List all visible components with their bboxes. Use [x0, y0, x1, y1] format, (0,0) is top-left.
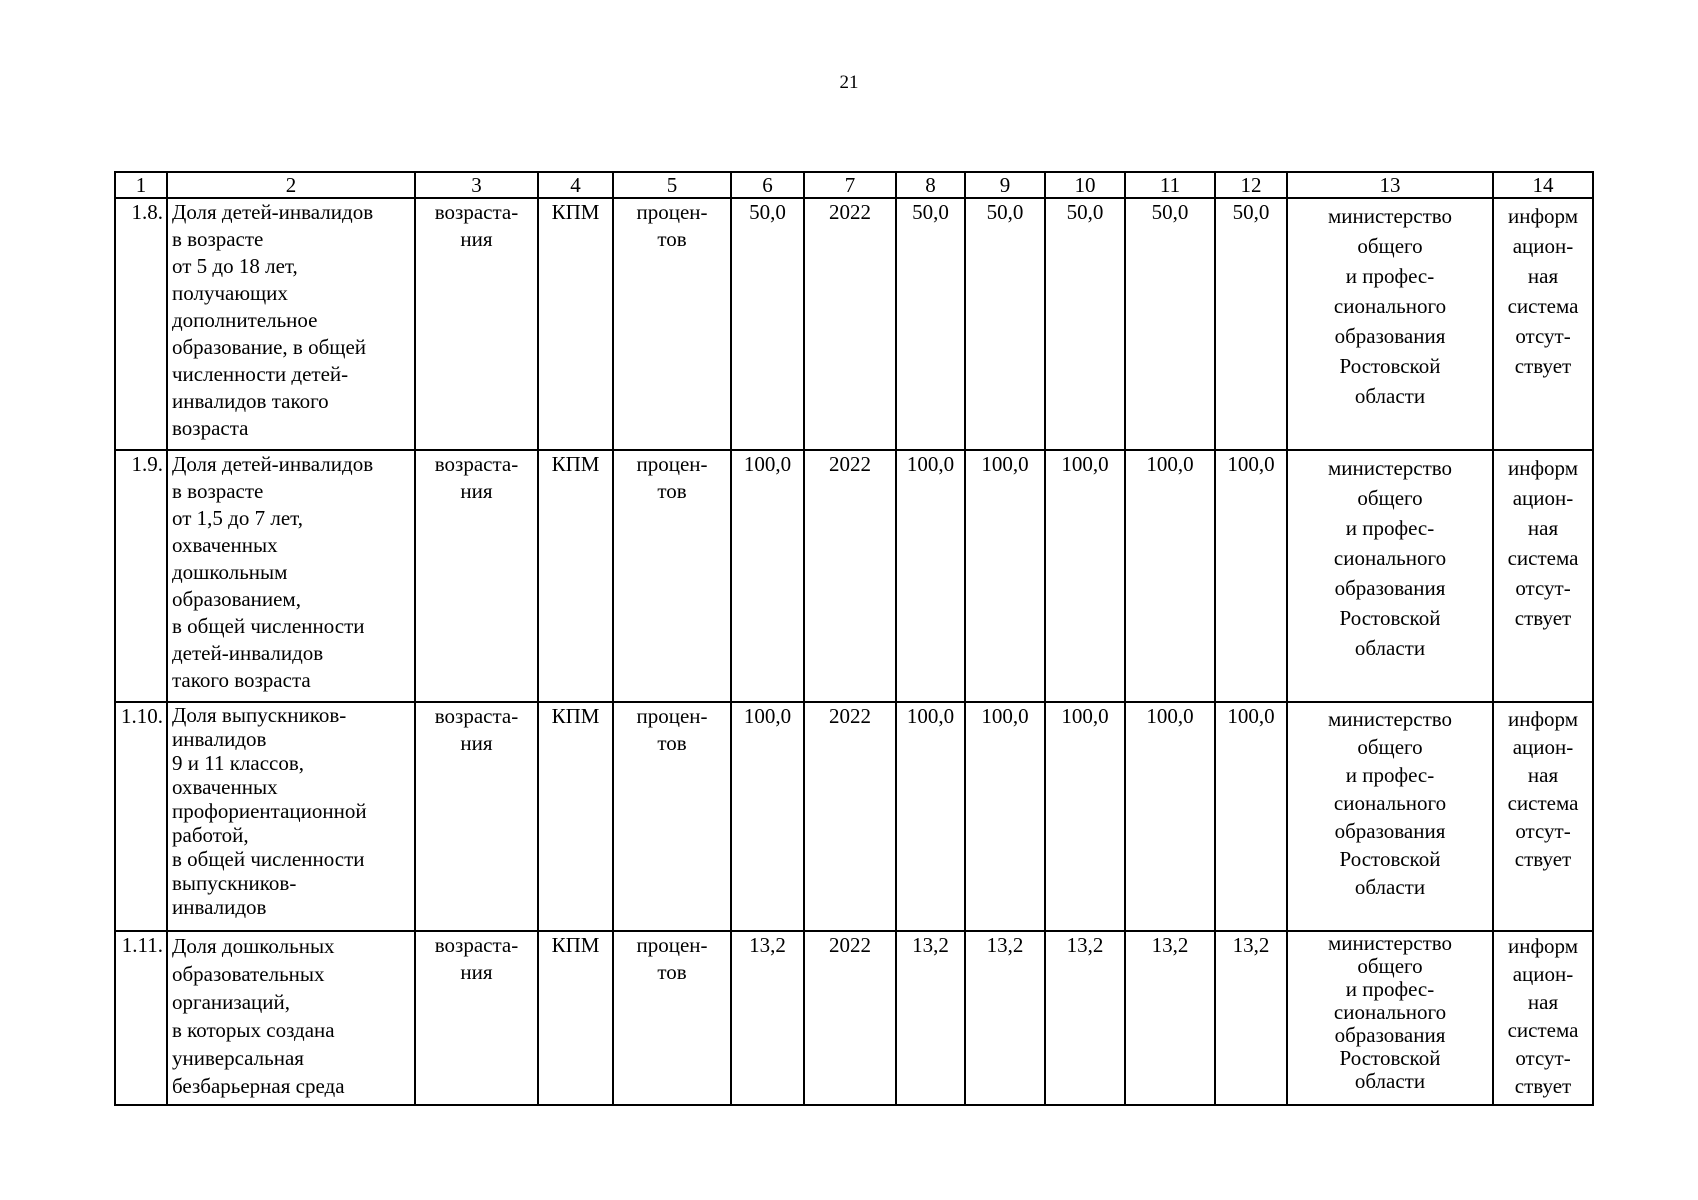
type-cell: КПМ [538, 931, 613, 1105]
responsible-line: министерство [1327, 456, 1453, 480]
info-cell [1493, 198, 1593, 450]
name-line: работой, [172, 823, 249, 847]
trend-line: возраста- [434, 452, 519, 476]
value-cell: 50,0 [896, 198, 965, 450]
info-line: ствует [1514, 1074, 1572, 1098]
value-cell: 100,0 [1215, 450, 1287, 702]
value-cell: 50,0 [1125, 198, 1215, 450]
name-line: безбарьерная среда [172, 1074, 345, 1098]
value-cell: 50,0 [1215, 198, 1287, 450]
responsible-line: общего [1357, 486, 1423, 510]
info-line: система [1507, 546, 1579, 570]
info-line: ствует [1514, 606, 1572, 630]
value-cell: 100,0 [896, 702, 965, 931]
responsible-cell [1287, 702, 1493, 931]
header-cell: 1 [115, 172, 167, 198]
info-line: система [1507, 791, 1579, 815]
base-year-cell: 2022 [804, 450, 896, 702]
info-line: информ [1507, 707, 1579, 731]
trend-line: возраста- [434, 200, 519, 224]
base-value-cell: 13,2 [731, 931, 804, 1105]
responsible-line: сионального [1333, 546, 1447, 570]
responsible-line: общего [1357, 234, 1423, 258]
type-cell: КПМ [538, 702, 613, 931]
value-cell: 13,2 [1125, 931, 1215, 1105]
responsible-line: общего [1357, 954, 1423, 978]
page-number: 21 [839, 72, 859, 93]
name-line: дополнительное [172, 308, 318, 332]
responsible-line: министерство [1327, 931, 1453, 955]
table-header-row [115, 172, 1593, 198]
value-cell: 100,0 [1125, 450, 1215, 702]
value-cell: 100,0 [1045, 450, 1125, 702]
header-cell: 8 [896, 172, 965, 198]
info-line: ная [1527, 264, 1559, 288]
name-line: такого возраста [172, 668, 311, 692]
info-line: система [1507, 294, 1579, 318]
info-line: ствует [1514, 354, 1572, 378]
header-cell: 4 [538, 172, 613, 198]
value-cell: 100,0 [896, 450, 965, 702]
name-line: в возрасте [172, 479, 264, 503]
header-cell: 9 [965, 172, 1045, 198]
base-year-cell: 2022 [804, 931, 896, 1105]
value-cell: 100,0 [1045, 702, 1125, 931]
info-line: отсут- [1515, 819, 1571, 843]
value-cell: 100,0 [1125, 702, 1215, 931]
info-line: ствует [1514, 847, 1572, 871]
responsible-line: области [1354, 875, 1426, 899]
type-cell: КПМ [538, 198, 613, 450]
responsible-line: и профес- [1345, 977, 1435, 1001]
info-line: ная [1527, 990, 1559, 1014]
unit-line: процен- [636, 452, 708, 476]
responsible-line: Ростовской [1339, 847, 1441, 871]
name-line: охваченных [172, 533, 278, 557]
base-value-cell: 100,0 [731, 450, 804, 702]
header-cell: 6 [731, 172, 804, 198]
responsible-line: области [1354, 1069, 1426, 1093]
name-line: Доля детей-инвалидов [172, 200, 374, 224]
header-cell: 12 [1215, 172, 1287, 198]
name-line: 9 и 11 классов, [172, 751, 305, 775]
info-cell [1493, 450, 1593, 702]
responsible-line: министерство [1327, 204, 1453, 228]
base-value-cell: 50,0 [731, 198, 804, 450]
value-cell: 13,2 [896, 931, 965, 1105]
name-line: от 1,5 до 7 лет, [172, 506, 303, 530]
indicator-name [167, 450, 415, 702]
unit-line: тов [657, 227, 687, 251]
responsible-line: области [1354, 636, 1426, 660]
base-year-cell: 2022 [804, 198, 896, 450]
value-cell: 50,0 [1045, 198, 1125, 450]
value-cell: 50,0 [965, 198, 1045, 450]
responsible-line: образования [1334, 1023, 1446, 1047]
trend-line: возраста- [434, 933, 519, 957]
unit-line: процен- [636, 704, 708, 728]
base-year-cell: 2022 [804, 702, 896, 931]
responsible-line: Ростовской [1339, 606, 1441, 630]
value-cell: 13,2 [1045, 931, 1125, 1105]
info-cell [1493, 931, 1593, 1105]
name-line: выпускников- [172, 871, 297, 895]
responsible-cell [1287, 450, 1493, 702]
header-cell: 3 [415, 172, 538, 198]
responsible-line: и профес- [1345, 516, 1435, 540]
type-cell: КПМ [538, 450, 613, 702]
value-cell: 13,2 [965, 931, 1045, 1105]
row-number: 1.10. [115, 702, 167, 931]
indicator-name [167, 702, 415, 931]
unit-cell [613, 198, 731, 450]
name-line: в возрасте [172, 227, 264, 251]
info-line: система [1507, 1018, 1579, 1042]
table-row [115, 450, 1593, 702]
info-line: информ [1507, 934, 1579, 958]
responsible-line: общего [1357, 735, 1423, 759]
responsible-line: сионального [1333, 294, 1447, 318]
info-line: ацион- [1512, 962, 1574, 986]
table-row [115, 931, 1593, 1105]
info-line: информ [1507, 204, 1579, 228]
name-line: охваченных [172, 775, 278, 799]
indicator-name [167, 198, 415, 450]
unit-line: процен- [636, 200, 708, 224]
name-line: универсальная [172, 1046, 304, 1070]
responsible-line: сионального [1333, 791, 1447, 815]
unit-line: тов [657, 479, 687, 503]
trend-cell [415, 450, 538, 702]
trend-line: ния [460, 731, 493, 755]
name-line: дошкольным [172, 560, 288, 584]
value-cell: 100,0 [1215, 702, 1287, 931]
trend-line: ния [460, 479, 493, 503]
unit-line: тов [657, 960, 687, 984]
name-line: инвалидов [172, 727, 267, 751]
header-cell: 7 [804, 172, 896, 198]
name-line: профориентационной [172, 799, 367, 823]
header-cell: 11 [1125, 172, 1215, 198]
name-line: возраста [172, 416, 249, 440]
info-cell [1493, 702, 1593, 931]
name-line: в общей численности [172, 614, 365, 638]
name-line: Доля дошкольных [172, 934, 335, 958]
responsible-line: образования [1334, 324, 1446, 348]
trend-line: ния [460, 960, 493, 984]
trend-cell [415, 198, 538, 450]
header-cell: 2 [167, 172, 415, 198]
row-number: 1.8. [115, 198, 167, 450]
responsible-line: Ростовской [1339, 1046, 1441, 1070]
name-line: Доля выпускников- [172, 703, 347, 727]
trend-cell [415, 931, 538, 1105]
header-cell: 14 [1493, 172, 1593, 198]
name-line: образованием, [172, 587, 301, 611]
name-line: получающих [172, 281, 288, 305]
name-line: организаций, [172, 990, 290, 1014]
row-number: 1.11. [115, 931, 167, 1105]
name-line: в общей численности [172, 847, 365, 871]
unit-cell [613, 702, 731, 931]
info-line: ная [1527, 763, 1559, 787]
row-number: 1.9. [115, 450, 167, 702]
trend-cell [415, 702, 538, 931]
info-line: отсут- [1515, 324, 1571, 348]
unit-cell [613, 450, 731, 702]
header-cell: 10 [1045, 172, 1125, 198]
info-line: отсут- [1515, 1046, 1571, 1070]
name-line: в которых создана [172, 1018, 335, 1042]
responsible-cell [1287, 931, 1493, 1105]
unit-line: тов [657, 731, 687, 755]
table-row [115, 702, 1593, 931]
name-line: Доля детей-инвалидов [172, 452, 374, 476]
value-cell: 13,2 [1215, 931, 1287, 1105]
trend-line: возраста- [434, 704, 519, 728]
info-line: информ [1507, 456, 1579, 480]
responsible-cell [1287, 198, 1493, 450]
name-line: образование, в общей [172, 335, 367, 359]
indicator-name [167, 931, 415, 1105]
indicators-table [114, 171, 1594, 1106]
table-row [115, 198, 1593, 450]
responsible-line: сионального [1333, 1000, 1447, 1024]
info-line: ацион- [1512, 234, 1574, 258]
responsible-line: Ростовской [1339, 354, 1441, 378]
trend-line: ния [460, 227, 493, 251]
value-cell: 100,0 [965, 450, 1045, 702]
header-cell: 5 [613, 172, 731, 198]
name-line: инвалидов такого [172, 389, 329, 413]
responsible-line: образования [1334, 576, 1446, 600]
responsible-line: и профес- [1345, 763, 1435, 787]
responsible-line: министерство [1327, 707, 1453, 731]
responsible-line: области [1354, 384, 1426, 408]
info-line: ацион- [1512, 486, 1574, 510]
info-line: ная [1527, 516, 1559, 540]
info-line: ацион- [1512, 735, 1574, 759]
name-line: детей-инвалидов [172, 641, 324, 665]
name-line: инвалидов [172, 895, 267, 919]
header-cell: 13 [1287, 172, 1493, 198]
unit-line: процен- [636, 933, 708, 957]
value-cell: 100,0 [965, 702, 1045, 931]
info-line: отсут- [1515, 576, 1571, 600]
unit-cell [613, 931, 731, 1105]
responsible-line: и профес- [1345, 264, 1435, 288]
name-line: от 5 до 18 лет, [172, 254, 298, 278]
base-value-cell: 100,0 [731, 702, 804, 931]
name-line: численности детей- [172, 362, 349, 386]
responsible-line: образования [1334, 819, 1446, 843]
name-line: образовательных [172, 962, 325, 986]
